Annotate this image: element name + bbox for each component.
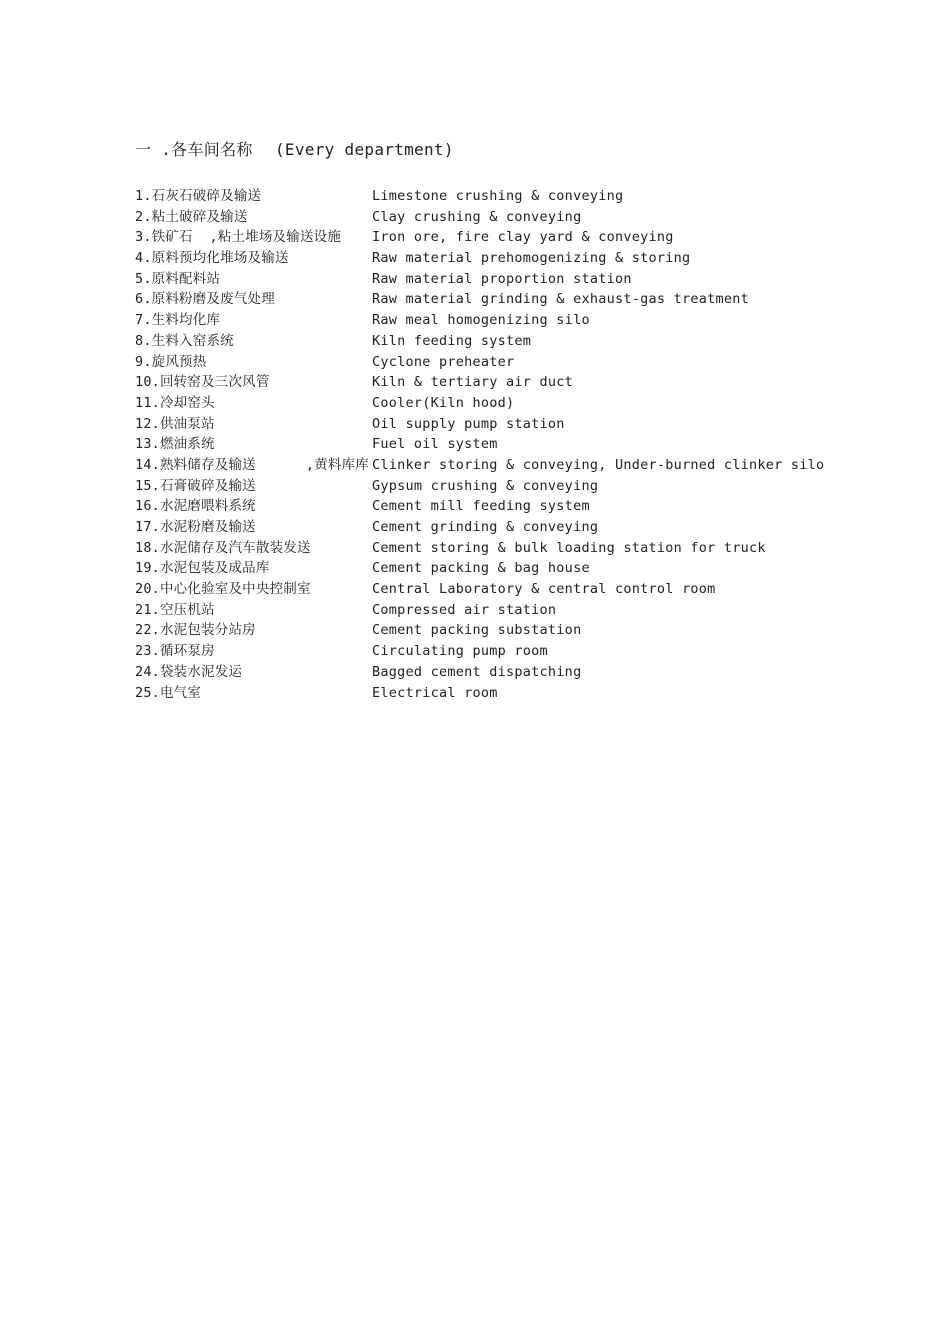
department-name-en: Raw material grinding & exhaust-gas treatment <box>372 291 749 308</box>
department-name-en: Cement packing & bag house <box>372 560 590 577</box>
department-name-cn: 9.旋风预热 <box>135 353 207 370</box>
department-row <box>135 579 835 600</box>
department-name-en: Clinker storing & conveying, Under-burned clinker silo <box>372 456 825 473</box>
department-row <box>135 289 835 310</box>
department-name-cn: 4.原料预均化堆场及输送 <box>135 250 289 267</box>
department-row <box>135 393 835 414</box>
department-row <box>135 434 835 455</box>
department-name-en: Cement storing & bulk loading station for truck <box>372 539 766 556</box>
department-name-en: Bagged cement dispatching <box>372 663 582 680</box>
department-name-cn: 1.石灰石破碎及输送 <box>135 188 262 204</box>
section-heading <box>135 137 454 160</box>
department-name-en: Gypsum crushing & conveying <box>372 477 599 494</box>
department-name-cn: 19.水泥包装及成品库 <box>135 560 270 577</box>
department-name-en: Cement mill feeding system <box>372 498 590 515</box>
department-name-en: Electrical room <box>372 684 498 701</box>
department-name-cn: 18.水泥储存及汽车散装发送 <box>135 539 311 556</box>
department-row <box>135 248 835 269</box>
department-row <box>135 662 835 683</box>
department-name-en: Cyclone preheater <box>372 353 515 370</box>
department-name-en: Oil supply pump station <box>372 415 565 432</box>
department-row <box>135 558 835 579</box>
department-name-en: Cement grinding & conveying <box>372 519 599 535</box>
department-name-cn: 22.水泥包装分站房 <box>135 622 256 639</box>
department-name-en: Raw material prehomogenizing & storing <box>372 250 691 267</box>
department-name-en: Raw material proportion station <box>372 270 632 287</box>
department-row <box>135 683 835 704</box>
department-name-en: Iron ore, fire clay yard & conveying <box>372 229 674 246</box>
department-name-cn: 6.原料粉磨及废气处理 <box>135 291 275 308</box>
department-row <box>135 331 835 352</box>
department-name-cn: 12.供油泵站 <box>135 415 215 432</box>
department-name-cn: 2.粘土破碎及输送 <box>135 208 248 225</box>
department-name-cn: 5.原料配料站 <box>135 270 221 287</box>
department-row <box>135 186 835 207</box>
department-row <box>135 352 835 373</box>
department-row <box>135 269 835 290</box>
department-row <box>135 476 835 497</box>
department-row <box>135 641 835 662</box>
department-row <box>135 455 835 476</box>
department-name-cn: 13.燃油系统 <box>135 436 215 453</box>
department-row <box>135 207 835 228</box>
department-name-en: Central Laboratory & central control room <box>372 581 716 598</box>
department-name-cn: 24.袋装水泥发运 <box>135 663 243 680</box>
department-row <box>135 600 835 621</box>
section-heading-cn: 一 .各车间名称 <box>135 140 253 159</box>
department-row <box>135 538 835 559</box>
department-row <box>135 414 835 435</box>
department-name-cn: 15.石膏破碎及输送 <box>135 477 256 494</box>
department-name-cn: 23.循环泵房 <box>135 643 215 660</box>
department-name-en: Kiln feeding system <box>372 332 532 349</box>
department-name-cn: 11.冷却窑头 <box>135 394 215 411</box>
department-list <box>135 186 835 703</box>
department-name-en: Compressed air station <box>372 601 557 618</box>
department-name-en: Fuel oil system <box>372 436 498 453</box>
department-name-cn: 21.空压机站 <box>135 601 215 618</box>
department-name-cn: 14.熟料储存及输送 ,黄料库库 <box>135 456 369 473</box>
department-row <box>135 372 835 393</box>
department-name-en: Circulating pump room <box>372 643 548 660</box>
department-row <box>135 496 835 517</box>
department-name-en: Kiln & tertiary air duct <box>372 374 574 391</box>
department-name-cn: 7.生料均化库 <box>135 312 221 329</box>
department-name-cn: 20.中心化验室及中央控制室 <box>135 581 311 598</box>
department-name-cn: 8.生料入窑系统 <box>135 332 234 349</box>
department-row <box>135 227 835 248</box>
department-row <box>135 517 835 538</box>
department-name-en: Cement packing substation <box>372 622 582 639</box>
department-name-cn: 25.电气室 <box>135 684 202 701</box>
department-name-cn: 17.水泥粉磨及输送 <box>135 519 256 535</box>
department-name-cn: 10.回转窑及三次风管 <box>135 374 270 391</box>
department-name-en: Raw meal homogenizing silo <box>372 312 590 329</box>
section-heading-en: (Every department) <box>275 140 454 159</box>
department-name-en: Cooler(Kiln hood) <box>372 394 515 411</box>
department-row <box>135 620 835 641</box>
department-name-en: Limestone crushing & conveying <box>372 188 624 204</box>
department-name-en: Clay crushing & conveying <box>372 208 582 225</box>
department-row <box>135 310 835 331</box>
department-name-cn: 3.铁矿石 ,粘土堆场及输送设施 <box>135 229 342 246</box>
department-name-cn: 16.水泥磨喂料系统 <box>135 498 256 515</box>
